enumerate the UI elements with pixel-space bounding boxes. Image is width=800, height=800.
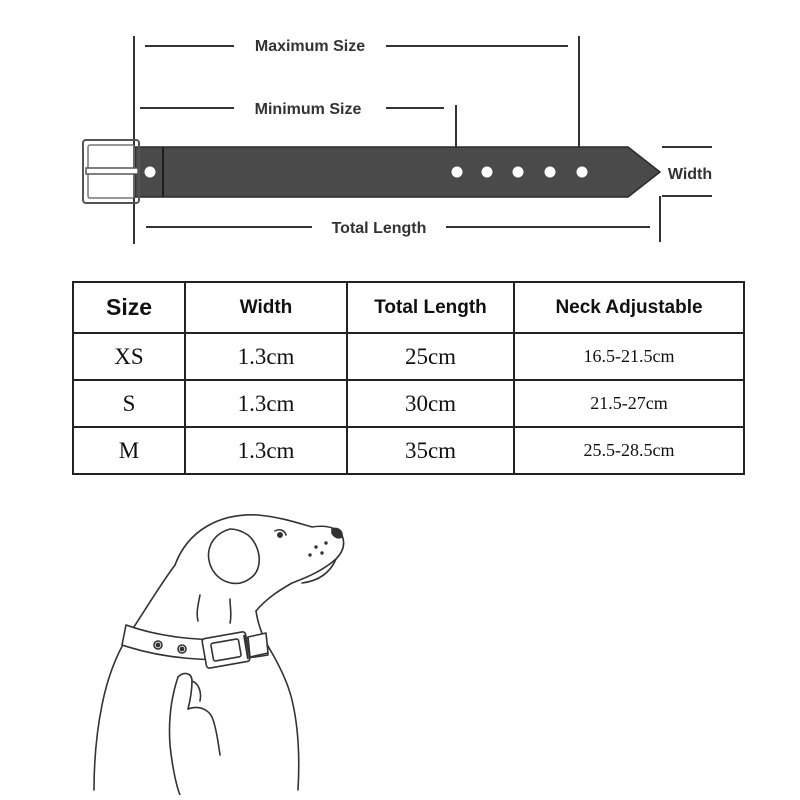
header-total-length: Total Length	[347, 282, 514, 333]
collar-hole	[482, 167, 493, 178]
header-width: Width	[185, 282, 347, 333]
collar-hole	[452, 167, 463, 178]
cell-total-length: 30cm	[347, 380, 514, 427]
collar-measurement-diagram	[0, 0, 800, 260]
maximum-size-label: Maximum Size	[254, 38, 366, 55]
minimum-size-label: Minimum Size	[254, 101, 362, 118]
table-header-row	[73, 282, 744, 333]
width-label: Width	[667, 166, 713, 183]
dog-illustration-icon	[80, 495, 380, 795]
collar-hole	[513, 167, 524, 178]
cell-neck-adjustable: 25.5-28.5cm	[514, 427, 744, 474]
table-row	[73, 427, 744, 474]
cell-size: M	[73, 427, 185, 474]
size-table	[72, 281, 745, 475]
buckle-icon	[83, 140, 139, 203]
cell-size: S	[73, 380, 185, 427]
cell-total-length: 25cm	[347, 333, 514, 380]
cell-width: 1.3cm	[185, 380, 347, 427]
total-length-label: Total Length	[331, 220, 427, 237]
cell-width: 1.3cm	[185, 333, 347, 380]
collar-hole	[145, 167, 156, 178]
table-row	[73, 380, 744, 427]
cell-total-length: 35cm	[347, 427, 514, 474]
cell-width: 1.3cm	[185, 427, 347, 474]
table-row	[73, 333, 744, 380]
cell-neck-adjustable: 16.5-21.5cm	[514, 333, 744, 380]
collar-hole	[545, 167, 556, 178]
cell-neck-adjustable: 21.5-27cm	[514, 380, 744, 427]
header-size: Size	[73, 282, 185, 333]
header-neck-adjustable: Neck Adjustable	[514, 282, 744, 333]
cell-size: XS	[73, 333, 185, 380]
collar-hole	[577, 167, 588, 178]
dog-collar	[122, 625, 268, 669]
